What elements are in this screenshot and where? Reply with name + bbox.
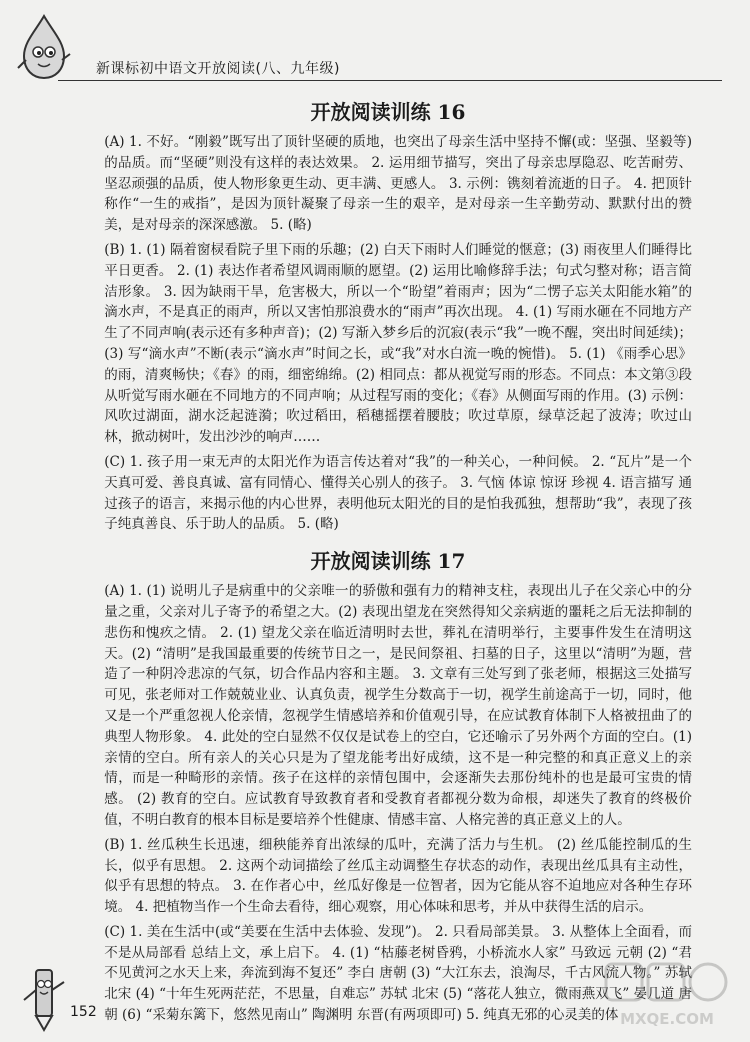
watermark-text: MXQE.COM xyxy=(620,1010,714,1028)
header-rule xyxy=(58,80,722,81)
answer-paragraph: (C) 1. 孩子用一束无声的太阳光作为语言传达着对“我”的一种关心，一种问候。 2. “瓦片”是一个天真可爱、善良真诚、富有同情心、懂得关心别人的孩子。 3. 气恼 体谅 惊讶 珍视 4. 语言描写 通过孩子的语言，来揭示他的内心世界，表明他玩太阳光的目的是怕我孤独，想帮助“我”，表现了孩子纯真善良、乐于助人的品质。 5. (略) xyxy=(104,453,692,533)
page-header xyxy=(0,0,750,90)
drop-mascot-icon xyxy=(14,12,74,84)
answer-content xyxy=(84,96,692,1026)
answer-paragraph: (C) 1. 美在生活中(或“美要在生活中去体验、发现”)。 2. 只看局部美景。 3. 从整体上全面看，而不是从局部看 总结上文，承上启下。 4. (1) “枯藤老树昏鸦，小桥流水人家” 马致远 元朝 (2) “君不见黄河之水天上来，奔流到海不复还” 李白 唐朝 (3) “大江东去，浪淘尽，千古风流人物。” 苏轼 北宋 (4) “十年生死两茫茫，不思量，自难忘” 苏轼 北宋 (5) “落花人独立，微雨燕双飞” 晏几道 唐朝 (6) “采菊东篱下，悠然见南山” 陶渊明 东晋(有两项即可) 5. 纯真无邪的心灵美的体 xyxy=(104,923,692,1024)
page-number: 152 xyxy=(70,1004,97,1020)
answer-paragraph: (B) 1. (1) 隔着窗棂看院子里下雨的乐趣；(2) 白天下雨时人们睡觉的惬意；(3) 雨夜里人们睡得比平日更香。 2. (1) 表达作者希望风调雨顺的愿望。(2) 运用比喻修辞手法；句式匀整对称；语言简洁形象。 3. 因为缺雨干旱，危害极大，所以一个“盼望”着雨声；因为“二愣子忘关太阳能水箱”的滴水声，不是真正的雨声，所以又害怕那浪费水的“雨声”再次出现。 4. (1) 写雨水砸在不同地方产生了不同声响(表示还有多种声音)；(2) 写渐入梦乡后的沉寂(表示“我”一晚不醒，突出时间延续)；(3) 写“滴水声”不断(表示“滴水声”时间之长，或“我”对水白流一晚的惋惜)。 5. (1) 《雨季心思》的雨，清爽畅快；《春》的雨，细密绵绵。(2) 相同点：都从视觉写雨的形态。不同点：本文第③段从听觉写雨水砸在不同地方的不同声响；从过程写雨的变化；《春》从侧面写雨的作用。(3) 示例：风吹过湖面，湖水泛起涟漪；吹过稻田，稻穗摇摆着腰肢；吹过草原，绿草泛起了波涛；吹过山林，掀动树叶，发出沙沙的响声…… xyxy=(104,241,692,446)
section-title: 开放阅读训练 17 xyxy=(310,549,466,574)
watermark-logo-icon xyxy=(602,958,732,1010)
answer-paragraph: (A) 1. (1) 说明儿子是病重中的父亲唯一的骄傲和强有力的精神支柱，表现出儿子在父亲心中的分量之重，父亲对儿子寄予的希望之大。(2) 表现出望龙在突然得知父亲病逝的噩耗之后无法抑制的悲伤和愧疚之情。 2. (1) 望龙父亲在临近清明时去世，葬礼在清明举行，主要事件发生在清明这天。(2) “清明”是我国最重要的传统节日之一，是民间祭祖、扫墓的日子，这里以“清明”为题，营造了一种阴冷悲凉的气氛，切合作品内容和主题。 3. 文章有三处写到了张老师，根据这三处描写可见，张老师对工作兢兢业业、认真负责，视学生分数高于一切，视学生前途高于一切，同时，他又是一个严重忽视人伦亲情，忽视学生情感培养和价值观引导，在应试教育体制下人格被扭曲了的典型人物形象。 4. 此处的空白显然不仅仅是试卷上的空白，它还喻示了另外两个方面的空白。(1) 亲情的空白。所有亲人的关心只是为了望龙能考出好成绩，这不是一种完整的和真正意义上的亲情，而是一种畸形的亲情。孩子在这样的亲情包围中，会逐渐失去那份纯朴的也是最可宝贵的情感。 (2) 教育的空白。应试教育导致教育者和受教育者都视分数为命根，却迷失了教育的终极价值，不明白教育的根本目标是要培养个性健康、情感丰富、人格完善的真正意义上的人。 xyxy=(104,583,692,828)
answer-paragraph: (A) 1. 不好。“刚毅”既写出了顶针坚硬的质地，也突出了母亲生活中坚持不懈(或：坚强、坚毅等)的品质。而“坚硬”则没有这样的表达效果。 2. 运用细节描写，突出了母亲忠厚隐忍、吃苦耐劳、坚忍顽强的品质，使人物形象更生动、更丰满、更感人。 3. 示例：镌刻着流逝的日子。 4. 把顶针称作“一生的戒指”，是因为顶针凝聚了母亲一生的艰辛，是对母亲一生辛勤劳动、默默付出的赞美，是对母亲的深深感激。 5. (略) xyxy=(104,134,692,234)
book-title: 新课标初中语文开放阅读(八、九年级) xyxy=(96,61,340,77)
watermark xyxy=(602,958,732,1038)
section-title: 开放阅读训练 16 xyxy=(310,100,466,124)
pencil-mascot-icon xyxy=(18,960,72,1034)
answer-paragraph: (B) 1. 丝瓜秧生长迅速，细秧能养育出浓绿的瓜叶，充满了活力与生机。 (2) 丝瓜能控制瓜的生长，似乎有思想。 2. 这两个动词描绘了丝瓜主动调整生存状态的动作，表现出丝瓜具有主动性，似乎有思想的特点。 3. 在作者心中，丝瓜好像是一位智者，因为它能从容不迫地应对各种生存环境。 4. 把植物当作一个生命去看待，细心观察，用心体味和思考，并从中获得生活的启示。 xyxy=(104,836,692,916)
